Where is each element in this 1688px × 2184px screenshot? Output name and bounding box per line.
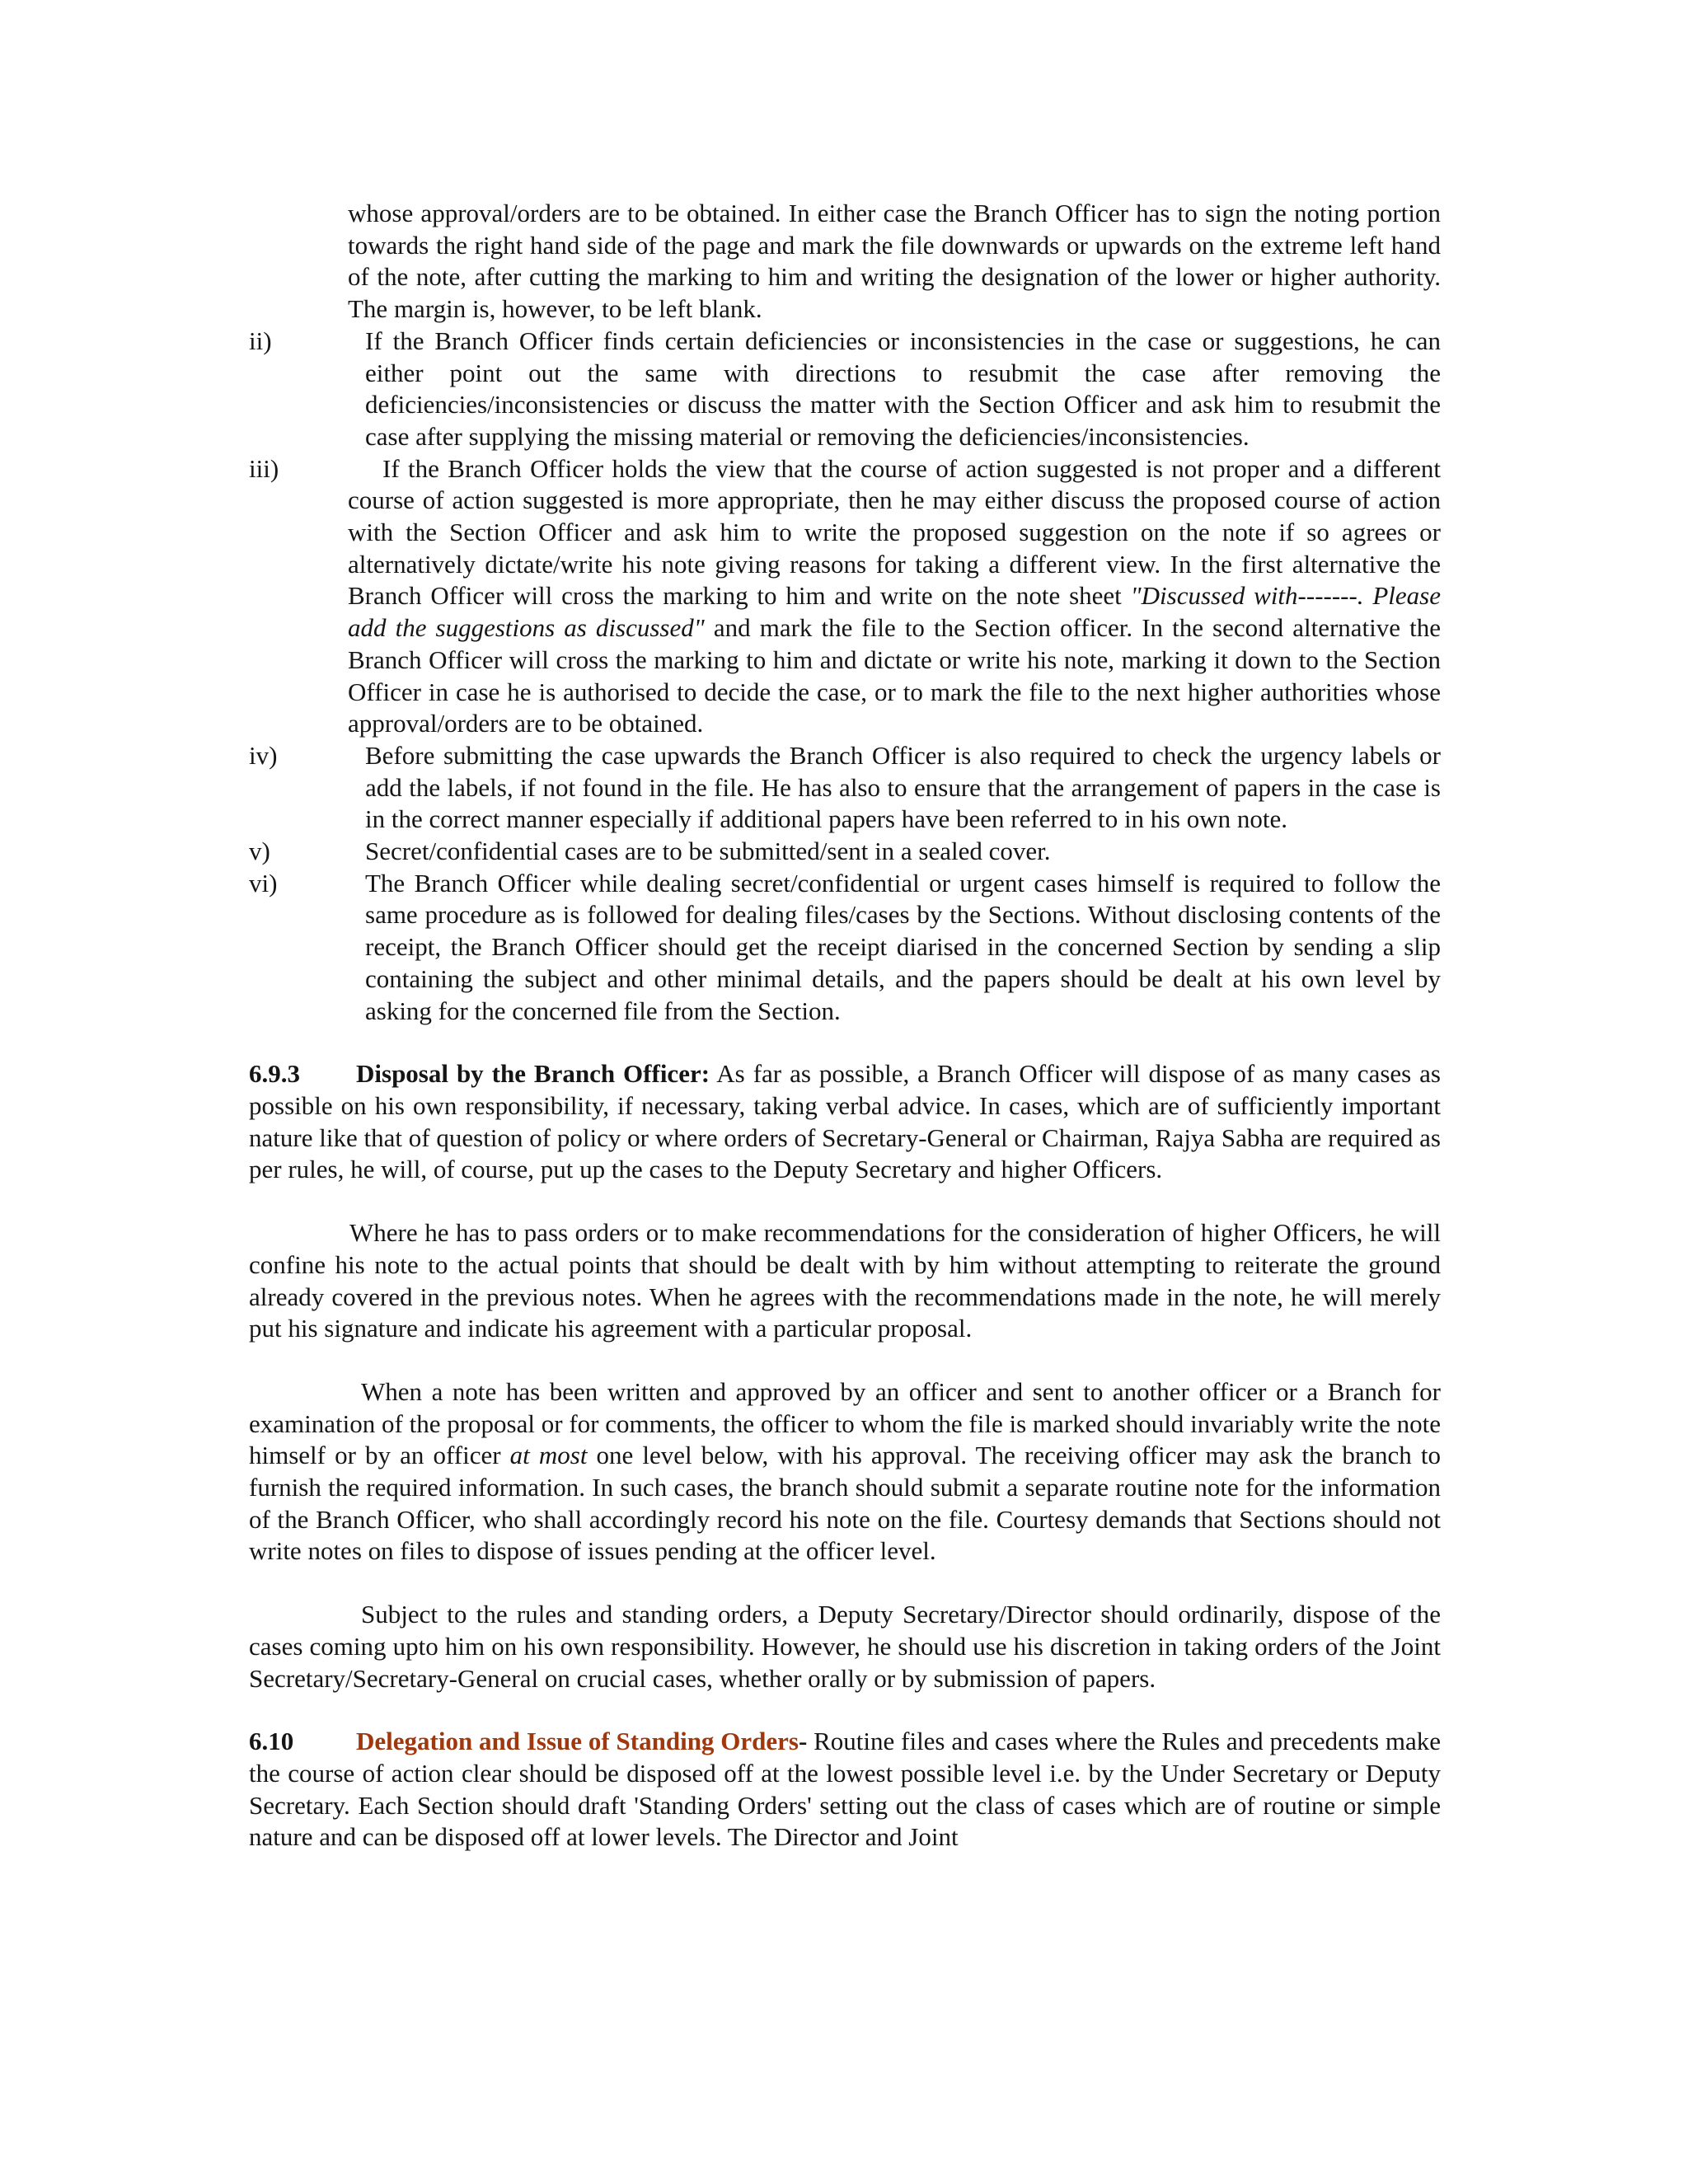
title-dash: - bbox=[798, 1727, 808, 1756]
list-item-iv bbox=[249, 740, 1441, 836]
paragraph-deputy-secretary: Subject to the rules and standing orders, a Deputy Secretary/Director should ordinarily, dispose of the cases coming upto him on his own responsibility. However, he should use his discretion in taking orders of the Joint Secretary/Secretary-General on crucial cases, whether orally or by submission of papers. bbox=[249, 1600, 1441, 1693]
paragraph-higher-officers: Where he has to pass orders or to make recommendations for the consideration of higher Officers, he will confine his note to the actual points that should be dealt with by him without attempting to reiterate the ground already covered in the previous notes. When he agrees with the recommendations made in the note, he will merely put his signature and indicate his agreement with a particular proposal. bbox=[249, 1218, 1441, 1343]
list-text: Before submitting the case upwards the Branch Officer is also required to check the urgency labels or add the labels, if not found in the file. He has also to ensure that the arrangement of papers in the case is in the correct manner especially if additional papers have been referred to in his own note. bbox=[365, 740, 1441, 834]
list-number: iv) bbox=[249, 740, 278, 770]
list-item-vi bbox=[249, 868, 1441, 1028]
section-title: Delegation and Issue of Standing Orders bbox=[356, 1727, 799, 1756]
paragraph-part-a: When a note has been written and approved by an officer and sent to another officer or a Branch for examination of the proposal or for comments, the officer to whom the file is marked should invariably write the note himself or by an officer bbox=[249, 1376, 1441, 1470]
paragraph-note-approval bbox=[249, 1376, 1441, 1568]
list-number: ii) bbox=[249, 326, 272, 355]
document-body bbox=[249, 198, 1441, 1854]
quoted-note: "Discussed with-------. Please add the suggestions as discussed" bbox=[348, 581, 1441, 643]
list-text-part-a: If the Branch Officer holds the view that the course of action suggested is not proper and a different course of action suggested is more appropriate, then he may either discuss the proposed course of action with the Section Officer and ask him to write the proposed suggestion on the note if so agrees or alternatively dictate/write his note giving reasons for taking a different view. In the first alternative the Branch Officer will cross the marking to him and write on the note sheet bbox=[348, 453, 1441, 611]
section-number: 6.10 bbox=[249, 1727, 294, 1756]
list-text bbox=[348, 454, 1441, 738]
list-text-part-b: and mark the file to the Section officer. In the second alternative the Branch Officer will cross the marking to him and dictate or write his note, marking it down to the Section Officer in case he is authorised to decide the case, or to mark the file to the next higher authorities whose approval/orders are to be obtained. bbox=[348, 613, 1441, 738]
paragraph-part-b: one level below, with his approval. The receiving officer may ask the branch to furnish the required information. In such cases, the branch should submit a separate routine note for the information of the Branch Officer, who shall accordingly record his note on the file. Courtesy demands that Sections should not write notes on files to dispose of issues pending at the officer level. bbox=[249, 1441, 1441, 1566]
list-number: v) bbox=[249, 837, 270, 866]
list-item-ii bbox=[249, 326, 1441, 453]
section-6-10 bbox=[249, 1726, 1441, 1854]
list-number: iii) bbox=[249, 453, 279, 483]
list-text: Secret/confidential cases are to be submitted/sent in a sealed cover. bbox=[365, 837, 1051, 866]
section-title: Disposal by the Branch Officer: bbox=[356, 1059, 710, 1089]
continued-paragraph: whose approval/orders are to be obtained. In either case the Branch Officer has to sign the noting portion towards the right hand side of the page and mark the file downwards or upwards on the extreme left hand of the note, after cutting the marking to him and writing the designation of the lower or higher authority. The margin is, however, to be left blank. bbox=[348, 199, 1441, 324]
emphasis-text: at most bbox=[509, 1441, 588, 1470]
list-text: If the Branch Officer finds certain deficiencies or inconsistencies in the case or suggestions, he can either point out the same with directions to resubmit the case after removing the deficiencies/inconsistencies or discuss the matter with the Section Officer and ask him to resubmit the case after supplying the missing material or removing the deficiencies/inconsistencies. bbox=[365, 326, 1441, 451]
list-item-v bbox=[249, 836, 1441, 868]
list-number: vi) bbox=[249, 868, 278, 898]
list-text: The Branch Officer while dealing secret/confidential or urgent cases himself is required to follow the same procedure as is followed for dealing files/cases by the Sections. Without disclosing contents of the receipt, the Branch Officer should get the receipt diarised in the concerned Section by sending a slip containing the subject and other minimal details, and the papers should be dealt at his own level by asking for the concerned file from the Section. bbox=[365, 868, 1441, 1025]
section-number: 6.9.3 bbox=[249, 1059, 300, 1089]
section-text: Routine files and cases where the Rules and precedents make the course of action clear should be disposed off at the lowest possible level i.e. by the Under Secretary or Deputy Secretary. Each Section should draft 'Standing Orders' setting out the class of cases which are of routine or simple nature and can be disposed off at lower levels. The Director and Joint bbox=[249, 1727, 1441, 1852]
list-item-iii bbox=[249, 453, 1441, 740]
section-text: As far as possible, a Branch Officer will dispose of as many cases as possible on his own responsibility, if necessary, taking verbal advice. In cases, which are of sufficiently important nature like that of question of policy or where orders of Secretary-General or Chairman, Rajya Sabha are required as per rules, he will, of course, put up the cases to the Deputy Secretary and higher Officers. bbox=[249, 1059, 1441, 1184]
section-6-9-3 bbox=[249, 1058, 1441, 1186]
